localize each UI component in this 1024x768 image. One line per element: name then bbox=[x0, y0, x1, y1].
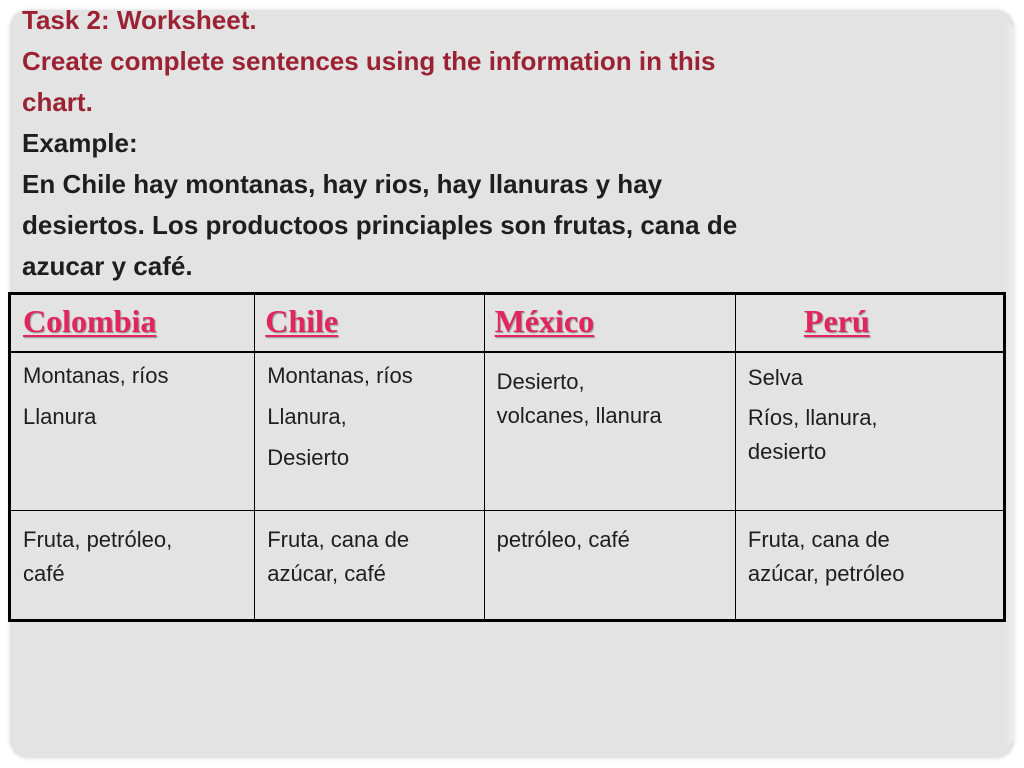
table-cell bbox=[10, 510, 255, 621]
table-cell bbox=[484, 510, 735, 621]
table-cell bbox=[255, 510, 484, 621]
header-cell-mexico bbox=[484, 294, 735, 353]
cell-line: Llanura, bbox=[267, 404, 347, 429]
header-colombia: Colombia bbox=[23, 303, 157, 339]
table-cell bbox=[10, 352, 255, 510]
table-cell bbox=[484, 352, 735, 510]
table-cell bbox=[255, 352, 484, 510]
country-table bbox=[8, 292, 1006, 622]
table-header-row bbox=[10, 294, 1005, 353]
instruction-line: Create complete sentences using the information in this bbox=[22, 46, 716, 76]
task-title: Task 2: Worksheet. bbox=[22, 5, 257, 35]
instructions bbox=[22, 0, 1002, 287]
table-cell bbox=[735, 352, 1004, 510]
header-cell-chile bbox=[255, 294, 484, 353]
header-cell-colombia bbox=[10, 294, 255, 353]
cell-line: Fruta, cana de bbox=[747, 526, 890, 552]
example-line: desiertos. Los productoos princiaples son frutas, cana de bbox=[22, 210, 738, 240]
cell-line: Montanas, ríos bbox=[23, 363, 169, 388]
table-cell bbox=[735, 510, 1004, 621]
cell-line: Desierto bbox=[267, 445, 350, 470]
cell-line: Desierto, bbox=[496, 369, 585, 394]
header-chile: Chile bbox=[265, 303, 339, 339]
cell-line: Llanura bbox=[23, 404, 97, 429]
cell-line: café bbox=[23, 560, 65, 586]
header-mexico: México bbox=[494, 303, 595, 339]
instruction-line: chart. bbox=[22, 87, 93, 117]
cell-line: Ríos, llanura, bbox=[747, 405, 878, 430]
cell-line: volcanes, llanura bbox=[496, 403, 662, 428]
cell-line: desierto bbox=[747, 439, 827, 464]
cell-line: petróleo, café bbox=[496, 526, 630, 552]
example-line: En Chile hay montanas, hay rios, hay llanuras y hay bbox=[22, 169, 663, 199]
table-row bbox=[10, 510, 1005, 621]
cell-line: azúcar, café bbox=[267, 560, 386, 586]
cell-line: Montanas, ríos bbox=[267, 363, 413, 388]
example-line: azucar y café. bbox=[22, 251, 193, 281]
header-peru: Perú bbox=[803, 303, 870, 339]
cell-line: azúcar, petróleo bbox=[747, 560, 905, 586]
cell-line: Fruta, cana de bbox=[267, 526, 410, 552]
cell-line: Fruta, petróleo, bbox=[23, 526, 173, 552]
header-cell-peru bbox=[735, 294, 1004, 353]
table-row bbox=[10, 352, 1005, 510]
cell-line: Selva bbox=[747, 365, 803, 390]
example-label: Example: bbox=[22, 128, 138, 158]
